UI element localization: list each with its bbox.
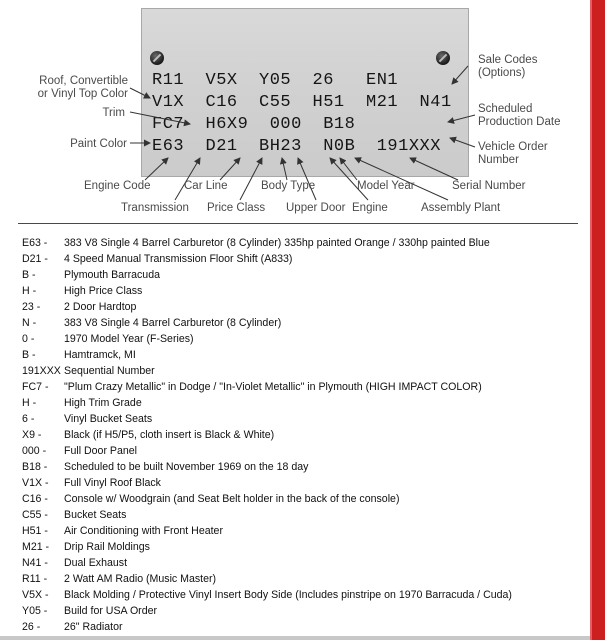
legend-row bbox=[22, 235, 587, 251]
legend-description: High Price Class bbox=[64, 285, 143, 297]
label-price-class: Price Class bbox=[207, 202, 266, 214]
legend-row bbox=[22, 299, 587, 315]
plate-line-3: FC7 H6X9 000 B18 bbox=[152, 115, 356, 134]
legend-description: Plymouth Barracuda bbox=[64, 269, 160, 281]
legend-code: 23 - bbox=[22, 301, 41, 313]
legend-description: Black (if H5/P5, cloth insert is Black & White) bbox=[64, 429, 275, 441]
legend-row bbox=[22, 443, 587, 459]
legend-row bbox=[22, 315, 587, 331]
legend-row bbox=[22, 347, 587, 363]
legend-code: N41 - bbox=[22, 557, 48, 569]
legend-code: 26 - bbox=[22, 621, 41, 633]
legend-row bbox=[22, 539, 587, 555]
label-car-line: Car Line bbox=[184, 180, 228, 192]
legend-code: B - bbox=[22, 349, 36, 361]
legend-code: H51 - bbox=[22, 525, 48, 537]
legend-description: 1970 Model Year (F-Series) bbox=[64, 333, 194, 345]
legend-code: H - bbox=[22, 397, 37, 409]
legend-row bbox=[22, 395, 587, 411]
legend-description: Drip Rail Moldings bbox=[64, 541, 150, 553]
legend-row bbox=[22, 411, 587, 427]
legend-code: C16 - bbox=[22, 493, 48, 505]
bottom-rule bbox=[0, 636, 590, 640]
legend-description: Scheduled to be built November 1969 on the 18 day bbox=[64, 461, 309, 473]
legend-code: V1X - bbox=[22, 477, 49, 489]
legend-row bbox=[22, 571, 587, 587]
legend-code: X9 - bbox=[22, 429, 42, 441]
legend-description: 383 V8 Single 4 Barrel Carburetor (8 Cylinder) bbox=[64, 317, 282, 329]
plate-line-1: R11 V5X Y05 26 EN1 bbox=[152, 71, 399, 90]
legend-description: Sequential Number bbox=[64, 365, 155, 377]
legend-row bbox=[22, 475, 587, 491]
legend-description: 2 Watt AM Radio (Music Master) bbox=[64, 573, 217, 585]
legend-row bbox=[22, 523, 587, 539]
label-assembly-plant: Assembly Plant bbox=[421, 202, 501, 214]
legend-code: 0 - bbox=[22, 333, 35, 345]
label-vehicle-order: Vehicle Order Number bbox=[478, 141, 548, 166]
legend-code: B18 - bbox=[22, 461, 48, 473]
legend-code: C55 - bbox=[22, 509, 48, 521]
legend-code: 000 - bbox=[22, 445, 47, 457]
legend-description: Build for USA Order bbox=[64, 605, 158, 617]
label-trim: Trim bbox=[102, 107, 125, 119]
label-body-type: Body Type bbox=[261, 180, 316, 192]
legend-code: R11 - bbox=[22, 573, 48, 585]
legend-row bbox=[22, 251, 587, 267]
label-engine-code: Engine Code bbox=[84, 180, 151, 192]
legend-row bbox=[22, 267, 587, 283]
label-paint-color: Paint Color bbox=[70, 138, 127, 150]
legend-description: Dual Exhaust bbox=[64, 557, 128, 569]
legend-description: Hamtramck, MI bbox=[64, 349, 136, 361]
legend-code: V5X - bbox=[22, 589, 49, 601]
legend-code: Y05 - bbox=[22, 605, 48, 617]
legend-row bbox=[22, 363, 587, 379]
legend-description: "Plum Crazy Metallic" in Dodge / "In-Violet Metallic" in Plymouth (HIGH IMPACT COLOR) bbox=[64, 381, 482, 393]
legend-code: B - bbox=[22, 269, 36, 281]
legend-row bbox=[22, 283, 587, 299]
code-legend bbox=[22, 235, 587, 635]
label-model-year: Model Year bbox=[357, 180, 415, 192]
label-transmission: Transmission bbox=[121, 202, 189, 214]
label-sale-codes: Sale Codes (Options) bbox=[478, 54, 538, 79]
legend-code: H - bbox=[22, 285, 37, 297]
legend-row bbox=[22, 427, 587, 443]
legend-row bbox=[22, 331, 587, 347]
legend-row bbox=[22, 555, 587, 571]
legend-description: Air Conditioning with Front Heater bbox=[64, 525, 223, 537]
legend-row bbox=[22, 619, 587, 635]
legend-description: 26" Radiator bbox=[64, 621, 123, 633]
legend-row bbox=[22, 507, 587, 523]
legend-code: N - bbox=[22, 317, 37, 329]
legend-row bbox=[22, 491, 587, 507]
legend-code: M21 - bbox=[22, 541, 50, 553]
label-engine: Engine bbox=[352, 202, 388, 214]
label-serial-number: Serial Number bbox=[452, 180, 526, 192]
section-divider bbox=[18, 223, 578, 224]
legend-description: High Trim Grade bbox=[64, 397, 142, 409]
legend-description: 2 Door Hardtop bbox=[64, 301, 137, 313]
plate-line-2: V1X C16 C55 H51 M21 N41 bbox=[152, 93, 452, 112]
legend-row bbox=[22, 603, 587, 619]
legend-description: Bucket Seats bbox=[64, 509, 127, 521]
legend-code: D21 - bbox=[22, 253, 48, 265]
legend-description: 383 V8 Single 4 Barrel Carburetor (8 Cylinder) 335hp painted Orange / 330hp painted Blue bbox=[64, 237, 490, 249]
legend-description: Full Door Panel bbox=[64, 445, 138, 457]
plate-line-4: E63 D21 BH23 N0B 191XXX bbox=[152, 137, 441, 156]
legend-code: 6 - bbox=[22, 413, 35, 425]
legend-row bbox=[22, 459, 587, 475]
label-roof-color: Roof, Convertible or Vinyl Top Color bbox=[37, 75, 128, 100]
legend-description: Vinyl Bucket Seats bbox=[64, 413, 153, 425]
legend-description: Black Molding / Protective Vinyl Insert Body Side (Includes pinstripe on 1970 Barracuda / Cuda) bbox=[64, 589, 512, 601]
label-upper-door: Upper Door bbox=[286, 202, 346, 214]
legend-row bbox=[22, 587, 587, 603]
legend-row bbox=[22, 379, 587, 395]
legend-code: 191XXX bbox=[22, 365, 61, 377]
legend-code: FC7 - bbox=[22, 381, 49, 393]
legend-code: E63 - bbox=[22, 237, 48, 249]
legend-description: 4 Speed Manual Transmission Floor Shift (A833) bbox=[64, 253, 293, 265]
legend-description: Console w/ Woodgrain (and Seat Belt holder in the back of the console) bbox=[64, 493, 400, 505]
legend-description: Full Vinyl Roof Black bbox=[64, 477, 161, 489]
label-scheduled-date: Scheduled Production Date bbox=[478, 103, 561, 128]
